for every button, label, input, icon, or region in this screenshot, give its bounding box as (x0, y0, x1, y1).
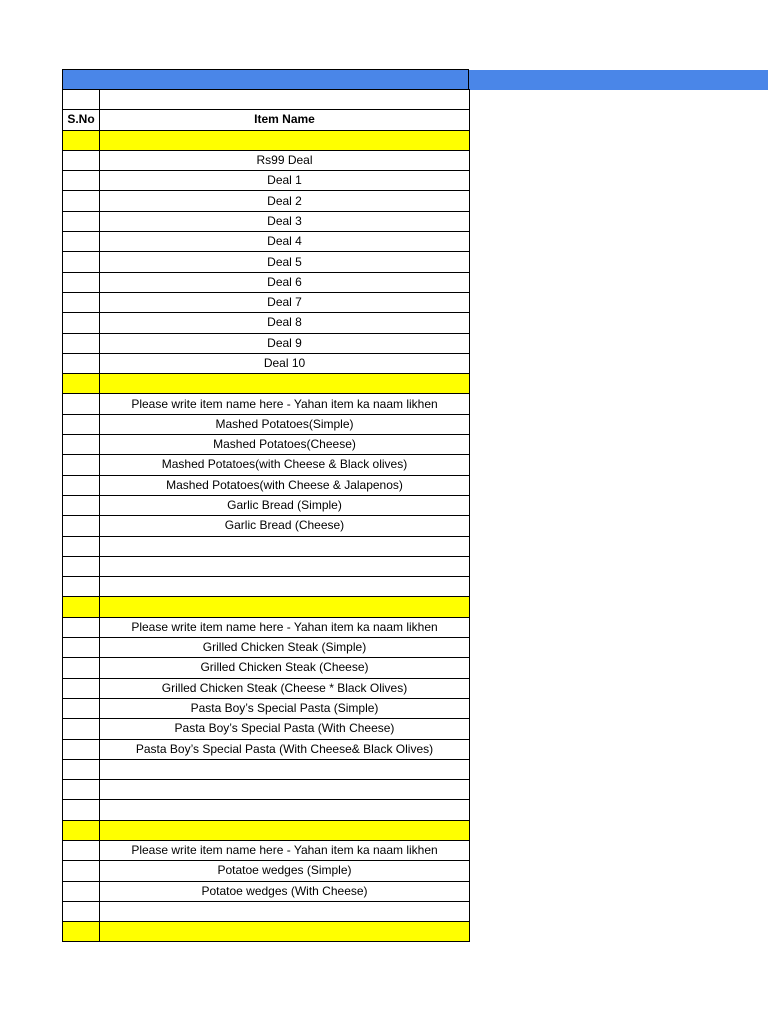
sno-cell[interactable] (63, 739, 100, 759)
sno-cell[interactable] (63, 678, 100, 698)
sno-cell[interactable] (63, 455, 100, 475)
sno-cell[interactable] (63, 861, 100, 881)
table-row (63, 658, 470, 678)
title-band-border (62, 69, 469, 89)
item-name-cell[interactable] (100, 780, 470, 800)
section-separator-cell[interactable] (100, 820, 470, 840)
sno-cell[interactable] (63, 901, 100, 921)
table-row (63, 780, 470, 800)
item-name-cell[interactable] (100, 577, 470, 597)
item-name-cell[interactable] (100, 759, 470, 779)
item-name-cell[interactable]: Deal 1 (100, 171, 470, 191)
item-name-cell[interactable]: Deal 10 (100, 353, 470, 373)
item-name-cell[interactable]: Deal 6 (100, 272, 470, 292)
item-name-cell[interactable]: Mashed Potatoes(with Cheese & Black olives) (100, 455, 470, 475)
item-name-cell[interactable]: Pasta Boy’s Special Pasta (With Cheese) (100, 719, 470, 739)
sno-cell[interactable] (63, 150, 100, 170)
sno-cell[interactable] (63, 698, 100, 718)
sno-cell[interactable] (63, 292, 100, 312)
table-row (63, 333, 470, 353)
blank-row (63, 90, 470, 110)
item-name-cell[interactable]: Please write item name here - Yahan item ka naam likhen (100, 840, 470, 860)
sno-cell[interactable] (63, 820, 100, 840)
item-name-cell[interactable]: Garlic Bread (Simple) (100, 495, 470, 515)
item-name-cell[interactable]: Grilled Chicken Steak (Cheese * Black Olives) (100, 678, 470, 698)
table-row (63, 232, 470, 252)
table-row (63, 150, 470, 170)
sno-cell[interactable] (63, 374, 100, 394)
table-row (63, 353, 470, 373)
item-name-cell[interactable]: Pasta Boy’s Special Pasta (Simple) (100, 698, 470, 718)
table-row (63, 840, 470, 860)
sno-cell[interactable] (63, 536, 100, 556)
item-name-cell[interactable]: Mashed Potatoes(Simple) (100, 414, 470, 434)
table-row (63, 475, 470, 495)
sno-cell[interactable] (63, 577, 100, 597)
sno-cell[interactable] (63, 272, 100, 292)
item-name-cell[interactable]: Please write item name here - Yahan item ka naam likhen (100, 617, 470, 637)
item-name-cell[interactable]: Deal 9 (100, 333, 470, 353)
table-row (63, 759, 470, 779)
item-name-cell[interactable]: Grilled Chicken Steak (Simple) (100, 638, 470, 658)
table-row (63, 638, 470, 658)
sno-cell[interactable] (63, 232, 100, 252)
sno-cell[interactable] (63, 759, 100, 779)
section-separator-row (63, 597, 470, 617)
section-separator-cell[interactable] (100, 130, 470, 150)
sno-cell[interactable] (63, 658, 100, 678)
sno-cell[interactable] (63, 840, 100, 860)
sno-cell[interactable] (63, 597, 100, 617)
table-row (63, 455, 470, 475)
item-table-body (63, 90, 470, 942)
item-name-cell[interactable]: Deal 2 (100, 191, 470, 211)
item-name-cell[interactable]: Potatoe wedges (With Cheese) (100, 881, 470, 901)
item-name-cell[interactable] (100, 901, 470, 921)
table-row (63, 901, 470, 921)
item-name-cell[interactable] (100, 90, 470, 110)
sno-cell[interactable] (63, 191, 100, 211)
section-separator-row (63, 820, 470, 840)
sno-cell[interactable] (63, 211, 100, 231)
item-name-cell[interactable]: Deal 5 (100, 252, 470, 272)
sno-cell[interactable] (63, 475, 100, 495)
table-row (63, 800, 470, 820)
sno-header[interactable]: S.No (63, 110, 100, 130)
table-row (63, 394, 470, 414)
table-row (63, 698, 470, 718)
item-name-cell[interactable]: Please write item name here - Yahan item ka naam likhen (100, 394, 470, 414)
sno-cell[interactable] (63, 800, 100, 820)
sno-cell[interactable] (63, 638, 100, 658)
item-name-cell[interactable]: Deal 3 (100, 211, 470, 231)
table-row (63, 495, 470, 515)
table-row (63, 617, 470, 637)
table-row (63, 272, 470, 292)
item-name-cell[interactable]: Garlic Bread (Cheese) (100, 516, 470, 536)
item-name-cell[interactable]: Mashed Potatoes(with Cheese & Jalapenos) (100, 475, 470, 495)
sno-cell[interactable] (63, 719, 100, 739)
sno-cell[interactable] (63, 516, 100, 536)
item-name-cell[interactable]: Grilled Chicken Steak (Cheese) (100, 658, 470, 678)
table-row (63, 435, 470, 455)
sno-cell[interactable] (63, 252, 100, 272)
sno-cell[interactable] (63, 556, 100, 576)
sno-cell[interactable] (63, 353, 100, 373)
table-row (63, 556, 470, 576)
table-row (63, 719, 470, 739)
table-row (63, 191, 470, 211)
section-separator-cell[interactable] (100, 374, 470, 394)
table-row (63, 292, 470, 312)
item-name-cell[interactable] (100, 800, 470, 820)
sno-cell[interactable] (63, 313, 100, 333)
sno-cell[interactable] (63, 414, 100, 434)
item-name-cell[interactable]: Pasta Boy’s Special Pasta (With Cheese& Black Olives) (100, 739, 470, 759)
item-name-cell[interactable]: Potatoe wedges (Simple) (100, 861, 470, 881)
section-separator-cell[interactable] (100, 922, 470, 942)
item-name-header[interactable]: Item Name (100, 110, 470, 130)
sno-cell[interactable] (63, 435, 100, 455)
table-row (63, 211, 470, 231)
table-row (63, 739, 470, 759)
sno-cell[interactable] (63, 333, 100, 353)
table-row (63, 881, 470, 901)
table-row (63, 313, 470, 333)
section-separator-cell[interactable] (100, 597, 470, 617)
sno-cell[interactable] (63, 617, 100, 637)
table-row (63, 252, 470, 272)
sno-cell[interactable] (63, 495, 100, 515)
section-separator-row (63, 130, 470, 150)
item-name-cell[interactable]: Deal 8 (100, 313, 470, 333)
item-name-cell[interactable] (100, 536, 470, 556)
item-name-cell[interactable]: Deal 7 (100, 292, 470, 312)
sno-cell[interactable] (63, 171, 100, 191)
sno-cell[interactable] (63, 922, 100, 942)
table-row (63, 861, 470, 881)
table-row (63, 678, 470, 698)
sno-cell[interactable] (63, 130, 100, 150)
sno-cell[interactable] (63, 881, 100, 901)
item-name-cell[interactable]: Mashed Potatoes(Cheese) (100, 435, 470, 455)
item-name-cell[interactable] (100, 556, 470, 576)
item-name-cell[interactable]: Deal 4 (100, 232, 470, 252)
table-row (63, 516, 470, 536)
item-name-cell[interactable]: Rs99 Deal (100, 150, 470, 170)
table-row (63, 171, 470, 191)
sno-cell[interactable] (63, 394, 100, 414)
table-row (63, 414, 470, 434)
sno-cell[interactable] (63, 780, 100, 800)
header-row (63, 110, 470, 130)
section-separator-row (63, 374, 470, 394)
table-row (63, 577, 470, 597)
sno-cell[interactable] (63, 90, 100, 110)
section-separator-row (63, 922, 470, 942)
item-table (62, 89, 470, 942)
table-row (63, 536, 470, 556)
